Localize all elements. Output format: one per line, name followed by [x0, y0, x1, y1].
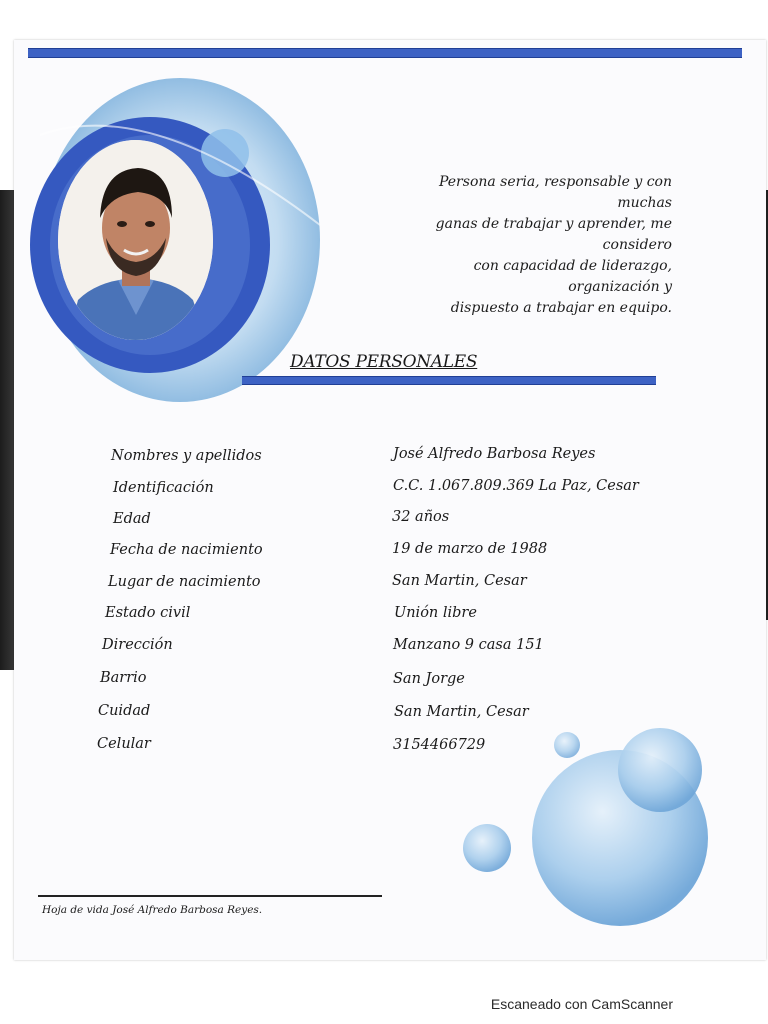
field-label: Edad [113, 511, 151, 527]
profile-summary [380, 172, 672, 319]
summary-line-3: con capacidad de liderazgo, organización y [473, 258, 672, 295]
summary-line-1: Persona seria, responsable y con muchas [438, 174, 672, 211]
section-divider-bar [242, 376, 656, 385]
portrait-image [58, 140, 213, 340]
field-label: Cuidad [98, 703, 151, 719]
summary-line-4: dispuesto a trabajar en equipo. [450, 300, 672, 316]
field-label: Celular [97, 736, 151, 752]
field-label: Fecha de nacimiento [110, 542, 263, 558]
field-label: Barrio [100, 670, 147, 686]
field-label: Identificación [113, 480, 214, 496]
field-value: Unión libre [394, 605, 477, 621]
field-value: 3154466729 [393, 737, 486, 753]
summary-line-2: ganas de trabajar y aprender, me considero [435, 216, 672, 253]
field-label: Nombres y apellidos [111, 448, 262, 464]
field-label: Dirección [102, 637, 173, 653]
header-bar [28, 48, 742, 58]
decorative-bubbles [455, 720, 725, 940]
field-value: San Martin, Cesar [392, 573, 527, 589]
field-value: José Alfredo Barbosa Reyes [393, 446, 596, 462]
profile-photo [58, 140, 213, 340]
field-value: 19 de marzo de 1988 [392, 541, 548, 557]
field-label: Estado civil [105, 605, 191, 621]
field-label: Lugar de nacimiento [108, 574, 261, 590]
field-value: 32 años [392, 509, 450, 525]
footer-divider [38, 895, 382, 897]
footer-text: Hoja de vida José Alfredo Barbosa Reyes. [42, 904, 263, 916]
field-value: San Martin, Cesar [394, 704, 529, 720]
section-title-personal-data: DATOS PERSONALES [290, 352, 478, 372]
field-value: San Jorge [393, 671, 465, 687]
field-value: C.C. 1.067.809.369 La Paz, Cesar [393, 478, 639, 494]
scanner-watermark: Escaneado con CamScanner [490, 996, 673, 1012]
field-value: Manzano 9 casa 151 [393, 637, 544, 653]
